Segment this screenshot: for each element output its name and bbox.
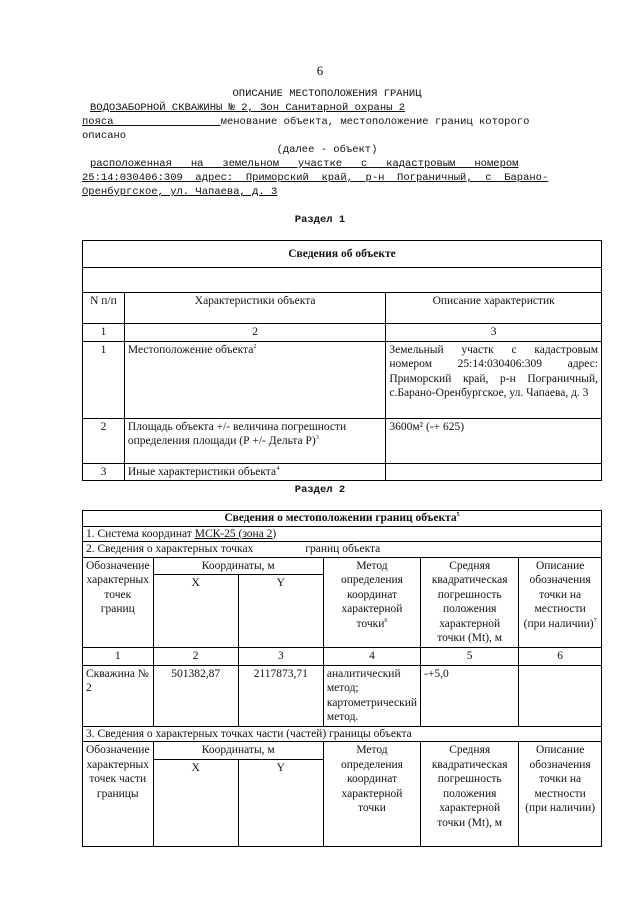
table-row [83,418,602,463]
location-line-1: расположенная на земельном участке с кадастровым номером [90,158,519,170]
table-title: Сведения об объекте [83,241,602,268]
h2-x: X [153,759,238,846]
point-descr [519,665,602,726]
location-line-3: Оренбургское, ул. Чапаева, д. 3 [82,186,278,198]
row-number: 2 [83,418,125,463]
part-label-row: 3. Сведения о характерных точках части (частей) границы объекта [83,726,602,742]
boundary-table [82,510,602,847]
row-char: Площадь объекта +/- величина погрешности определения площади (Р +/- Дельта Р)$^3$ [124,418,385,463]
col-num-header: N п/п [83,293,125,324]
row-number: 3 [83,463,125,481]
h2-descr: Описание обозначения точки на местности (при наличии) [519,742,602,847]
table-title: Сведения о местоположении границ объекта$^5$ [83,511,602,527]
points-label-row: 2. Сведения о характерных точках границ объекта [83,542,602,558]
point-designation: Скважина № 2 [83,665,154,726]
row-char: Иные характеристики объекта$^4$ [124,463,385,481]
index-cell: 1 [83,648,154,666]
table-row [83,341,602,418]
h-x: X [153,575,238,648]
index-cell: 4 [323,648,420,666]
coord-system-row: 1. Система координат МСК-25 (зона 2) [83,526,602,542]
object-name: ВОДОЗАБОРНОЙ СКВАЖИНЫ № 2, Зон Санитарной охраны 2 [90,102,406,114]
hereinafter-line: (далее - объект) [276,144,378,156]
point-x: 501382,87 [153,665,238,726]
col-desc-header: Описание характеристик [386,293,602,324]
page-number: 6 [316,63,324,78]
h-error: Средняя квадратическая погрешность положения характерной точки (Mt), м [421,557,519,648]
index-cell: 2 [153,648,238,666]
h2-y: Y [238,759,323,846]
h2-coords: Координаты, м [153,742,323,760]
index-cell: 3 [238,648,323,666]
h2-method: Метод определения координат характерной точки [323,742,420,847]
h-designation: Обозначение характерных точек границ [83,557,154,648]
h-y: Y [238,575,323,648]
point-error: -+5,0 [421,665,519,726]
point-method: аналитический метод; картометрический метод. [323,665,420,726]
table-row [83,665,602,726]
h2-designation: Обозначение характерных точек части границы [83,742,154,847]
index-cell: 6 [519,648,602,666]
object-info-table [82,240,602,481]
location-line-2: 25:14:030406:309 адрес: Приморский край, р-н Пограничный, с Барано- [82,172,549,184]
h-descr: Описание обозначения точки на местности (при наличии)$^7$ [519,557,602,648]
table-row [83,463,602,481]
row-number: 1 [83,341,125,418]
row-desc: Земельный участк с кадастровым номером 25:14:030406:309 адрес: Приморский край, р-н Пограничный, с.Барано-Оренбургское, ул. Чапаева, д. 3 [386,341,602,418]
section1-title: Раздел 1 [294,214,346,226]
col-char-header: Характеристики объекта [124,293,385,324]
row-desc: 3600м² (-+ 625) [386,418,602,463]
row-char: Местоположение объекта$^2$ [124,341,385,418]
blank-row [83,268,602,293]
index-cell: 2 [124,324,385,342]
index-cell: 1 [83,324,125,342]
index-cell: 5 [421,648,519,666]
h-method: Метод определения координат характерной точки$^6$ [323,557,420,648]
doc-title: ОПИСАНИЕ МЕСТОПОЛОЖЕНИЯ ГРАНИЦ [232,88,422,100]
index-cell: 3 [386,324,602,342]
h2-error: Средняя квадратическая погрешность положения характерной точки (Mt), м [421,742,519,847]
point-y: 2117873,71 [238,665,323,726]
object-name-cont: пояса менование объекта, местоположение границ которого [82,116,530,128]
h-coords: Координаты, м [153,557,323,575]
described-line: описано [82,130,127,142]
section2-title: Раздел 2 [294,484,346,496]
row-desc [386,463,602,481]
